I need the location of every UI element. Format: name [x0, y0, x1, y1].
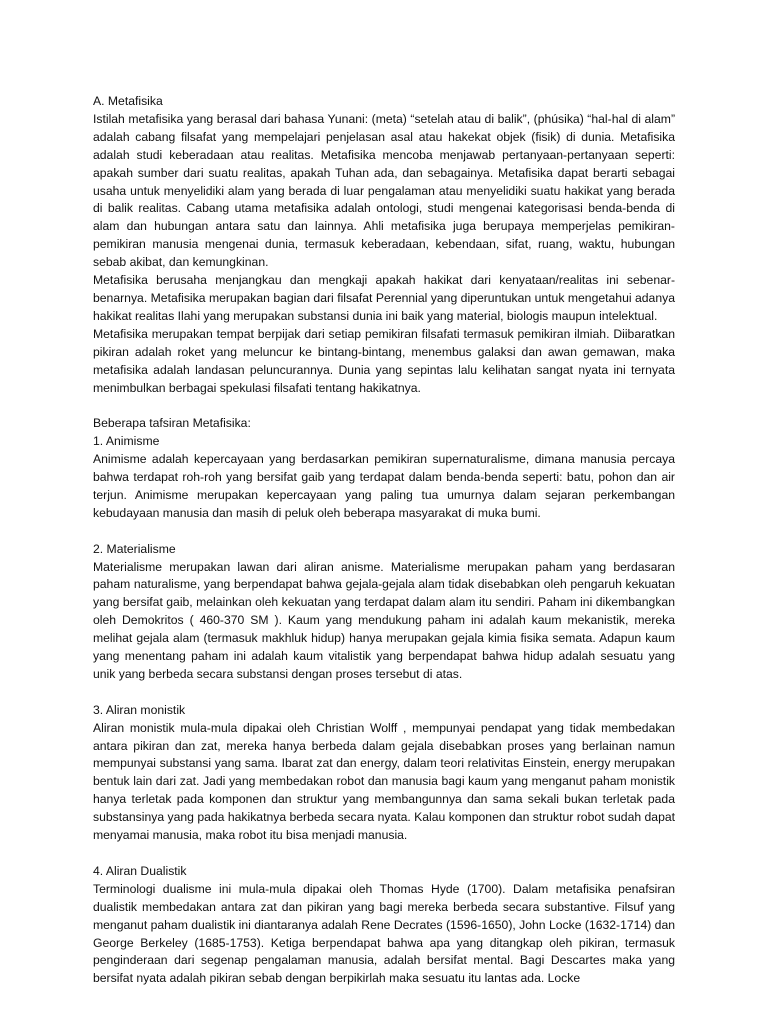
item-text: Terminologi dualisme ini mula-mula dipakai oleh Thomas Hyde (1700). Dalam metafisika penafsiran dualistik membedakan antara zat dan pikiran yang bagi mereka berbeda secara substantive. Filsuf yang menganut paham dualistik ini diantaranya adalah Rene Decrates (1596-1650), John Locke (1632-1714) dan George Berkeley (1685-1753). Ketiga berpendapat bahwa apa yang ditangkap oleh pikiran, termasuk penginderaan dari segenap pengalaman manusia, adalah bersifat mental. Bagi Descartes maka yang bersifat nyata adalah pikiran sebab dengan berpikirlah maka sesuatu itu lantas ada. Locke — [93, 881, 675, 986]
item-title: 2. Materialisme — [93, 541, 176, 556]
item-text: Aliran monistik mula-mula dipakai oleh Christian Wolff , mempunyai pendapat yang tidak membedakan antara pikiran dan zat, mereka hanya berbeda dalam gejala disebabkan proses yang berlainan namun mempunyai substansi yang sama. Ibarat zat dan energy, dalam teori relativitas Einstein, energy merupakan bentuk lain dari zat. Jadi yang membedakan robot dan manusia bagi kaum yang menganut paham monistik hanya terletak pada komponen dan struktur yang membangunnya dan sama sekali bukan terletak pada substansinya yang pada hakikatnya berbeda secara nyata. Kalau komponen dan struktur robot sudah dapat menyamai manusia, maka robot itu bisa menjadi manusia. — [93, 720, 676, 843]
spacer — [93, 523, 675, 541]
section-heading: Beberapa tafsiran Metafisika: — [93, 416, 251, 431]
list-item-monistik — [93, 702, 675, 845]
item-text: Animisme adalah kepercayaan yang berdasarkan pemikiran supernaturalisme, dimana manusia percaya bahwa terdapat roh-roh yang bersifat gaib yang terdapat dalam benda-benda seperti: batu, pohon dan air terjun. Animisme merupakan kepercayaan yang paling tua umurnya dalam sejaran perkembangan kebudayaan manusia dan masih di peluk oleh beberapa masyarakat di muka bumi. — [93, 452, 675, 520]
paragraph: Metafisika berusaha menjangkau dan mengkaji apakah hakikat dari kenyataan/realitas ini sebenar-benarnya. Metafisika merupakan bagian dari filsafat Perennial yang diperuntukan untuk mengetahui adanya hakikat realitas Ilahi yang merupakan substansi dunia ini baik yang material, biologis maupun intelektual. — [93, 273, 675, 323]
item-title: 1. Animisme — [93, 434, 160, 449]
list-item-animisme — [93, 433, 675, 523]
paragraph: Metafisika merupakan tempat berpijak dari setiap pemikiran filsafati termasuk pemikiran ilmiah. Diibaratkan pikiran adalah roket yang meluncur ke bintang-bintang, menembus galaksi dan awan gemawan, maka metafisika adalah landasan peluncurannya. Dunia yang sepintas lalu kelihatan sangat nyata ini ternyata menimbulkan berbagai spekulasi filsafati tentang hakikatnya. — [93, 326, 675, 395]
item-title: 4. Aliran Dualistik — [93, 863, 187, 878]
section-tafsiran — [93, 415, 675, 988]
list-item-dualistik — [93, 863, 675, 988]
spacer — [93, 845, 675, 863]
spacer — [93, 397, 675, 415]
paragraph: Istilah metafisika yang berasal dari bahasa Yunani: (meta) “setelah atau di balik”, (phúsika) “hal-hal di alam” adalah cabang filsafat yang mempelajari penjelasan asal atau hakekat objek (fisik) di dunia. Metafisika adalah studi keberadaan atau realitas. Metafisika mencoba menjawab pertanyaan-pertanyaan seperti: apakah sumber dari suatu realitas, apakah Tuhan ada, dan sebagainya. Metafisika dapat berarti sebagai usaha untuk menyelidiki alam yang berada di luar pengalaman atau menyelidiki suatu hakikat yang berada di balik realitas. Cabang utama metafisika adalah ontologi, studi mengenai kategorisasi benda-benda di alam dan hubungan antara satu dan lainnya. Ahli metafisika juga berupaya memperjelas pemikiran-pemikiran manusia mengenai dunia, termasuk keberadaan, kebendaan, sifat, ruang, waktu, hubungan sebab akibat, dan kemungkinan. — [93, 111, 675, 270]
spacer — [93, 684, 675, 702]
list-item-materialisme — [93, 541, 675, 684]
section-heading: A. Metafisika — [93, 94, 163, 108]
item-text: Materialisme merupakan lawan dari aliran anisme. Materialisme merupakan paham yang berdasaran paham naturalisme, yang berpendapat bahwa gejala-gejala alam tidak disebabkan oleh pengaruh kekuatan yang bersifat gaib, melainkan oleh kekuatan yang terdapat dalam alam itu sendiri. Paham ini dikembangkan oleh Demokritos ( 460-370 SM ). Kaum yang mendukung paham ini adalah kaum mekanistik, mereka melihat gejala alam (termasuk makhluk hidup) hanya merupakan gejala kimia fisika semata. Adapun kaum yang menentang paham ini adalah kaum vitalistik yang berpendapat bahwa hidup adalah sesuatu yang unik yang berbeda secara substansi dengan proses tersebut di atas. — [93, 559, 675, 681]
section-metafisika — [93, 93, 675, 397]
item-title: 3. Aliran monistik — [93, 702, 186, 717]
document-page — [93, 93, 675, 988]
